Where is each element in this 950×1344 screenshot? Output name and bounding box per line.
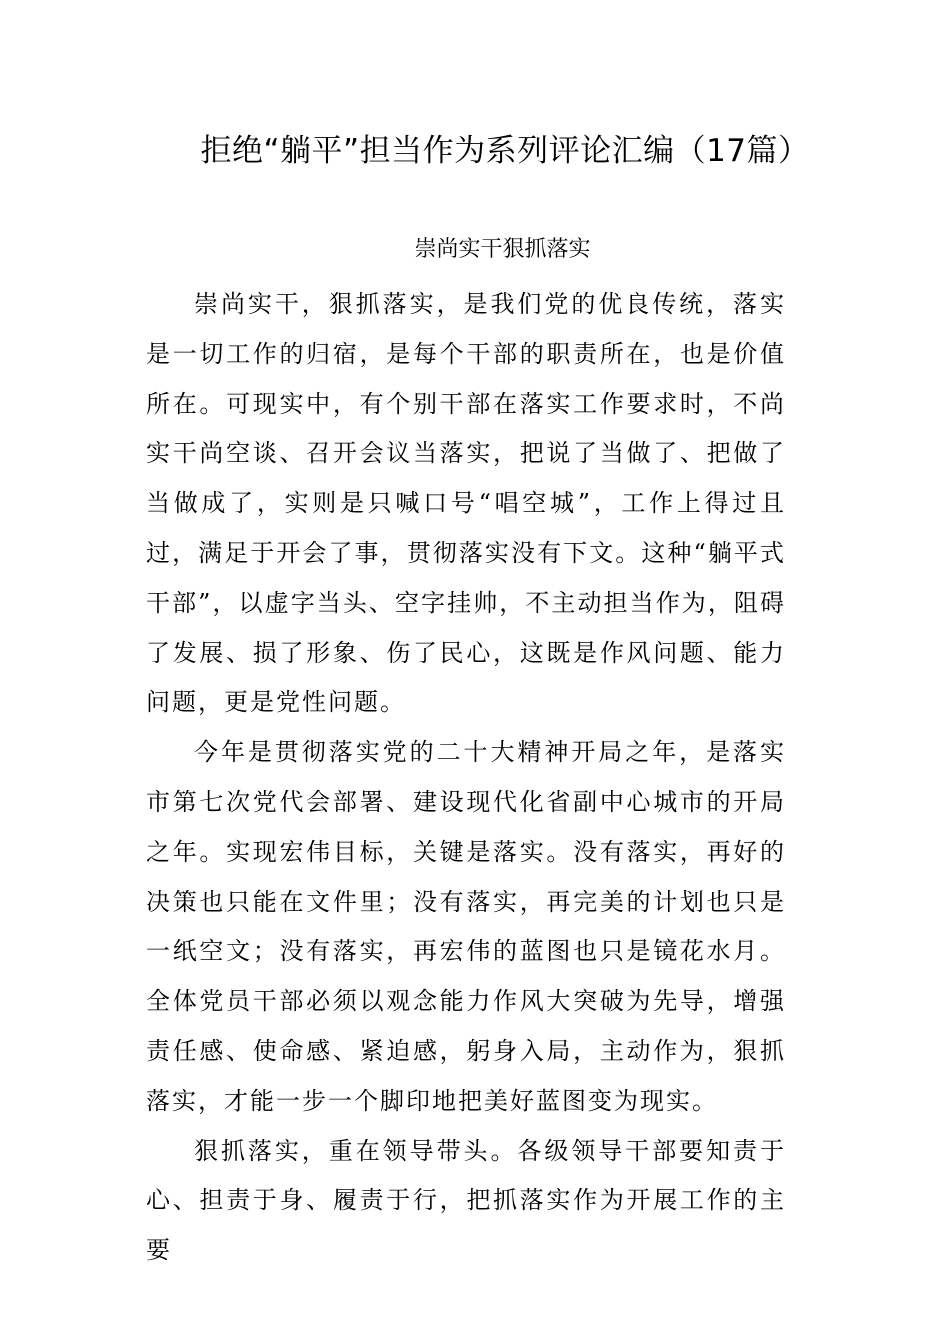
document-title: 拒绝“躺平”担当作为系列评论汇编（17篇） — [200, 133, 810, 169]
paragraph: 今年是贯彻落实党的二十大精神开局之年，是落实市第七次党代会部署、建设现代化省副中心城市的开局之年。实现宏伟目标，关键是落实。没有落实，再好的决策也只能在文件里；没有落实，再完美的计划也只是一纸空文；没有落实，再宏伟的蓝图也只是镜花水月。全体党员干部必须以观念能力作风大突破为先导，增强责任感、使命感、紧迫感，躬身入局，主动作为，狠抓落实，才能一步一个脚印地把美好蓝图变为现实。 — [146, 738, 786, 1115]
article-body — [146, 280, 786, 1276]
section-title: 崇尚实干狠抓落实 — [414, 237, 591, 262]
paragraph: 崇尚实干，狠抓落实，是我们党的优良传统，落实是一切工作的归宿，是每个干部的职责所在，也是价值所在。可现实中，有个别干部在落实工作要求时，不尚实干尚空谈、召开会议当落实，把说了当做了、把做了当做成了，实则是只喊口号“唱空城”，工作上得过且过，满足于开会了事，贯彻落实没有下文。这种“躺平式干部”，以虚字当头、空字挂帅，不主动担当作为，阻碍了发展、损了形象、伤了民心，这既是作风问题、能力问题，更是党性问题。 — [146, 290, 786, 717]
paragraph: 狠抓落实，重在领导带头。各级领导干部要知责于心、担责于身、履责于行，把抓落实作为开展工作的主要 — [146, 1136, 786, 1265]
